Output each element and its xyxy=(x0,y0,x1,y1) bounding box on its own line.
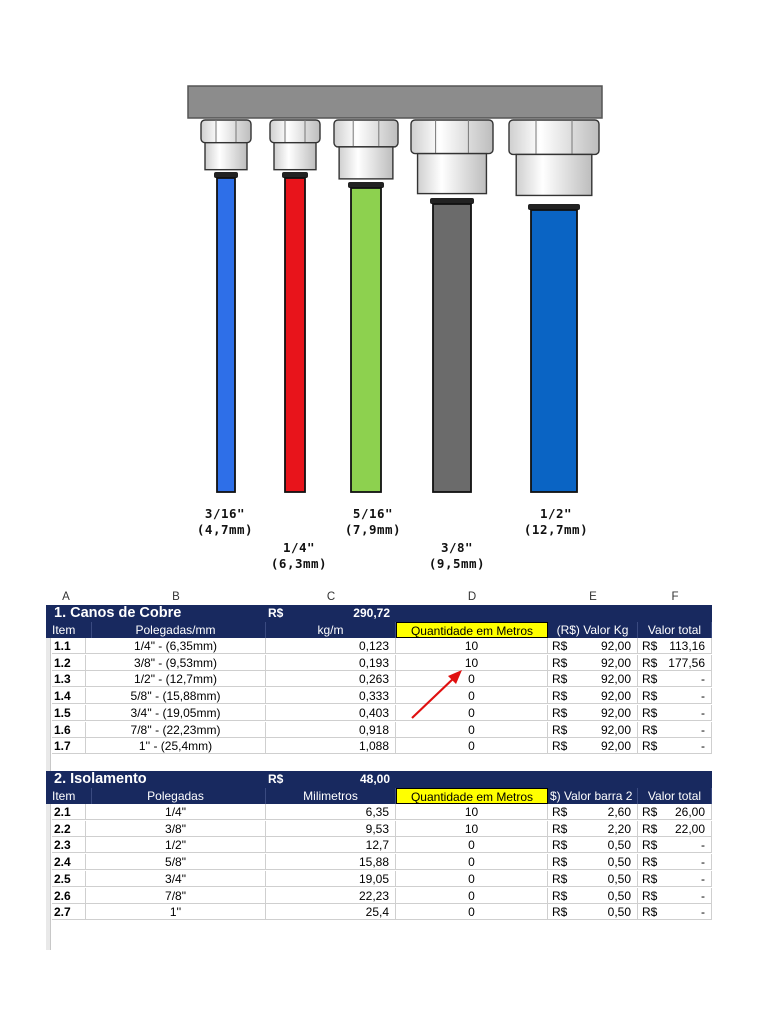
currency-symbol: R$ xyxy=(552,689,568,704)
amount: 92,00 xyxy=(600,672,631,687)
cell-item[interactable]: 1.1 xyxy=(52,638,86,654)
amount: 113,16 xyxy=(669,639,705,653)
section1-title[interactable]: 1. Canos de Cobre xyxy=(54,605,182,621)
header-item[interactable]: Item xyxy=(52,788,92,804)
cell-quantity[interactable]: 0 xyxy=(396,705,548,721)
amount: 177,56 xyxy=(668,655,705,670)
cell-mm[interactable]: 25,4 xyxy=(266,904,396,920)
manifold-bar xyxy=(188,86,602,118)
currency-symbol: R$ xyxy=(552,838,568,853)
currency-symbol: R$ xyxy=(552,639,568,653)
cell-size[interactable]: 5/8" xyxy=(86,854,266,870)
cell-quantity[interactable]: 0 xyxy=(396,671,548,687)
currency-symbol: R$ xyxy=(552,739,568,754)
pipe-mm: (7,9mm) xyxy=(344,522,402,537)
cell-price[interactable] xyxy=(548,688,638,704)
cell-quantity[interactable]: 0 xyxy=(396,888,548,904)
pipe-label-1-2 xyxy=(508,506,604,538)
cell-item[interactable]: 1.3 xyxy=(52,671,86,687)
cell-total[interactable] xyxy=(638,705,712,721)
cell-total[interactable] xyxy=(638,804,712,820)
amount: - xyxy=(701,888,705,903)
column-header-a[interactable]: A xyxy=(62,591,70,603)
cell-total[interactable] xyxy=(638,854,712,870)
amount: - xyxy=(701,871,705,886)
cell-item[interactable]: 2.5 xyxy=(52,871,86,887)
amount: - xyxy=(701,722,705,737)
header-total[interactable]: Valor total xyxy=(638,788,712,804)
cell-price[interactable] xyxy=(548,722,638,738)
amount: 0,50 xyxy=(607,871,631,886)
cell-price[interactable] xyxy=(548,655,638,671)
fitting-nut xyxy=(270,120,320,143)
currency-symbol: R$ xyxy=(642,689,658,704)
cell-mm[interactable]: 9,53 xyxy=(266,821,396,837)
cell-size[interactable]: 1/2" xyxy=(86,837,266,853)
currency-symbol: R$ xyxy=(642,805,658,819)
header-mm[interactable]: Milimetros xyxy=(266,788,396,804)
cell-quantity[interactable]: 10 xyxy=(396,804,548,820)
cell-mm[interactable]: 19,05 xyxy=(266,871,396,887)
fitting-collar xyxy=(418,154,487,194)
pipe-tube-3 xyxy=(351,188,381,492)
cell-total[interactable] xyxy=(638,671,712,687)
table-row xyxy=(46,837,712,853)
header-quantity[interactable]: Quantidade em Metros xyxy=(396,622,548,638)
table-row xyxy=(46,904,712,920)
cell-item[interactable]: 2.7 xyxy=(52,904,86,920)
currency-symbol: R$ xyxy=(552,672,568,687)
fitting-collar xyxy=(274,143,316,170)
fitting-2 xyxy=(270,120,320,178)
pipe-inch: 1/2" xyxy=(539,506,573,521)
cell-quantity[interactable]: 0 xyxy=(396,722,548,738)
currency-symbol: R$ xyxy=(642,655,658,670)
currency-symbol: R$ xyxy=(552,855,568,870)
column-header-f[interactable]: F xyxy=(671,591,679,603)
pipe-tube-4 xyxy=(433,204,471,492)
currency-symbol: R$ xyxy=(642,739,658,754)
header-quantity[interactable]: Quantidade em Metros xyxy=(396,788,548,804)
pipe-mm: (4,7mm) xyxy=(196,522,254,537)
amount: - xyxy=(701,689,705,704)
fitting-collar xyxy=(339,147,393,179)
cell-mm[interactable]: 6,35 xyxy=(266,804,396,820)
section1-currency[interactable]: R$ xyxy=(268,606,284,620)
pipe-tube-5 xyxy=(531,210,577,492)
table-row xyxy=(46,871,712,887)
section2-header-row xyxy=(46,788,712,804)
currency-symbol: R$ xyxy=(552,905,568,920)
amount: - xyxy=(701,705,705,720)
cell-size[interactable]: 1/2" - (12,7mm) xyxy=(86,671,266,687)
cell-size[interactable]: 5/8'' - (15,88mm) xyxy=(86,688,266,704)
cell-size[interactable]: 3/4'' - (19,05mm) xyxy=(86,705,266,721)
currency-symbol: R$ xyxy=(642,672,658,687)
header-total[interactable]: Valor total xyxy=(638,622,712,638)
cell-quantity[interactable]: 0 xyxy=(396,688,548,704)
currency-symbol: R$ xyxy=(552,722,568,737)
pipe-label-3-8 xyxy=(418,540,496,572)
cell-kgm[interactable]: 0,123 xyxy=(266,638,396,654)
currency-symbol: R$ xyxy=(642,838,658,853)
amount: 0,50 xyxy=(607,838,631,853)
cell-mm[interactable]: 12,7 xyxy=(266,837,396,853)
pipe-label-5-16 xyxy=(334,506,412,538)
cell-kgm[interactable]: 0,918 xyxy=(266,722,396,738)
section1-title-row xyxy=(46,605,712,622)
column-header-b[interactable]: B xyxy=(172,591,180,603)
cell-price[interactable] xyxy=(548,871,638,887)
column-header-e[interactable]: E xyxy=(589,591,597,603)
amount: - xyxy=(701,905,705,920)
amount: 0,50 xyxy=(607,888,631,903)
cell-quantity[interactable]: 0 xyxy=(396,854,548,870)
section2-title[interactable]: 2. Isolamento xyxy=(54,771,147,787)
section2-title-row xyxy=(46,771,712,788)
fitting-1 xyxy=(201,120,251,178)
amount: 0,50 xyxy=(607,905,631,920)
section2-total[interactable]: 48,00 xyxy=(359,772,390,786)
cell-total[interactable] xyxy=(638,722,712,738)
table-row xyxy=(46,888,712,904)
cell-quantity[interactable]: 0 xyxy=(396,871,548,887)
cell-price[interactable] xyxy=(548,738,638,754)
table-row xyxy=(46,722,712,738)
header-price[interactable]: (R$) Valor Kg xyxy=(548,622,638,638)
pipe-label-3-16 xyxy=(186,506,264,538)
cell-item[interactable]: 2.6 xyxy=(52,888,86,904)
cell-size[interactable]: 3/8" - (9,53mm) xyxy=(86,655,266,671)
table-row xyxy=(46,804,712,820)
pipe-inch: 5/16" xyxy=(352,506,394,521)
cell-size[interactable]: 7/8" xyxy=(86,888,266,904)
section1-total[interactable]: 290,72 xyxy=(353,606,390,620)
cell-kgm[interactable]: 0,263 xyxy=(266,671,396,687)
section1-header-row xyxy=(46,622,712,638)
cell-size[interactable]: 3/4" xyxy=(86,871,266,887)
fitting-nut xyxy=(411,120,493,154)
amount: 92,00 xyxy=(600,739,631,754)
cell-mm[interactable]: 15,88 xyxy=(266,854,396,870)
table-row xyxy=(46,821,712,837)
cell-kgm[interactable]: 1,088 xyxy=(266,738,396,754)
cell-total[interactable] xyxy=(638,688,712,704)
amount: - xyxy=(701,739,705,754)
currency-symbol: R$ xyxy=(552,805,568,819)
cell-size[interactable]: 1/4" - (6,35mm) xyxy=(86,638,266,654)
cell-size[interactable]: 1/4" xyxy=(86,804,266,820)
cell-quantity[interactable]: 10 xyxy=(396,655,548,671)
cell-item[interactable]: 1.7 xyxy=(52,738,86,754)
cell-price[interactable] xyxy=(548,888,638,904)
cell-kgm[interactable]: 0,403 xyxy=(266,705,396,721)
currency-symbol: R$ xyxy=(642,705,658,720)
pipe-mm: (6,3mm) xyxy=(270,556,328,571)
header-item[interactable]: Item xyxy=(52,622,92,638)
cell-price[interactable] xyxy=(548,854,638,870)
pipe-mm: (9,5mm) xyxy=(428,556,486,571)
table-row xyxy=(46,655,712,671)
table-row xyxy=(46,854,712,870)
cell-total[interactable] xyxy=(638,837,712,853)
currency-symbol: R$ xyxy=(642,639,658,653)
cell-price[interactable] xyxy=(548,705,638,721)
table-row xyxy=(46,738,712,754)
cell-mm[interactable]: 22,23 xyxy=(266,888,396,904)
cell-total[interactable] xyxy=(638,904,712,920)
pipe-inch: 1/4" xyxy=(282,540,316,555)
cell-quantity[interactable]: 10 xyxy=(396,638,548,654)
amount: 92,00 xyxy=(600,705,631,720)
cell-size[interactable]: 1'' xyxy=(86,904,266,920)
cell-price[interactable] xyxy=(548,821,638,837)
table-row xyxy=(46,688,712,704)
cell-size[interactable]: 3/8" xyxy=(86,821,266,837)
cell-price[interactable] xyxy=(548,904,638,920)
currency-symbol: R$ xyxy=(642,722,658,737)
cell-price[interactable] xyxy=(548,638,638,654)
header-kgm[interactable]: kg/m xyxy=(266,622,396,638)
currency-symbol: R$ xyxy=(642,855,658,870)
fitting-3 xyxy=(334,120,398,188)
cell-item[interactable]: 1.5 xyxy=(52,705,86,721)
fitting-collar xyxy=(516,154,592,195)
cell-item[interactable]: 1.2 xyxy=(52,655,86,671)
pipe-inch: 3/8" xyxy=(440,540,474,555)
cell-total[interactable] xyxy=(638,871,712,887)
header-size[interactable]: Polegadas/mm xyxy=(86,622,266,638)
pipe-label-1-4 xyxy=(260,540,338,572)
cell-size[interactable]: 7/8'' - (22,23mm) xyxy=(86,722,266,738)
currency-symbol: R$ xyxy=(642,888,658,903)
fitting-collar xyxy=(205,143,247,170)
cell-total[interactable] xyxy=(638,888,712,904)
arrow-shaft xyxy=(412,676,456,718)
amount: - xyxy=(701,838,705,853)
cell-price[interactable] xyxy=(548,837,638,853)
amount: 92,00 xyxy=(600,722,631,737)
section2-currency[interactable]: R$ xyxy=(268,772,284,786)
amount: - xyxy=(701,855,705,870)
cell-item[interactable]: 1.4 xyxy=(52,688,86,704)
currency-symbol: R$ xyxy=(642,905,658,920)
amount: 22,00 xyxy=(674,821,705,836)
pipe-inch: 3/16" xyxy=(204,506,246,521)
cell-quantity[interactable]: 0 xyxy=(396,837,548,853)
amount: 26,00 xyxy=(674,805,705,819)
cell-item[interactable]: 2.3 xyxy=(52,837,86,853)
currency-symbol: R$ xyxy=(642,821,658,836)
currency-symbol: R$ xyxy=(552,655,568,670)
amount: 2,20 xyxy=(607,821,631,836)
pipe-tube-1 xyxy=(217,178,235,492)
cell-quantity[interactable]: 0 xyxy=(396,904,548,920)
pipe-mm: (12,7mm) xyxy=(523,522,589,537)
fitting-4 xyxy=(411,120,493,204)
cell-total[interactable] xyxy=(638,638,712,654)
cell-quantity[interactable]: 0 xyxy=(396,738,548,754)
currency-symbol: R$ xyxy=(552,821,568,836)
annotation-arrow xyxy=(396,660,476,730)
cell-total[interactable] xyxy=(638,738,712,754)
amount: 0,50 xyxy=(607,855,631,870)
cell-quantity[interactable]: 10 xyxy=(396,821,548,837)
fitting-nut xyxy=(201,120,251,143)
cell-item[interactable]: 2.1 xyxy=(52,804,86,820)
column-header-row xyxy=(46,590,712,606)
amount: 92,00 xyxy=(600,689,631,704)
amount: 2,60 xyxy=(607,805,631,819)
cell-kgm[interactable]: 0,193 xyxy=(266,655,396,671)
header-size[interactable]: Polegadas xyxy=(86,788,266,804)
currency-symbol: R$ xyxy=(552,705,568,720)
fitting-nut xyxy=(509,120,599,154)
column-header-c[interactable]: C xyxy=(326,591,336,603)
currency-symbol: R$ xyxy=(552,888,568,903)
cell-total[interactable] xyxy=(638,655,712,671)
currency-symbol: R$ xyxy=(642,871,658,886)
cell-price[interactable] xyxy=(548,804,638,820)
amount: - xyxy=(701,672,705,687)
table-row xyxy=(46,638,712,654)
cell-size[interactable]: 1'' - (25,4mm) xyxy=(86,738,266,754)
fitting-nut xyxy=(334,120,398,147)
header-price[interactable]: $) Valor barra 2 xyxy=(548,788,638,804)
cell-kgm[interactable]: 0,333 xyxy=(266,688,396,704)
table-row xyxy=(46,671,712,687)
amount: 92,00 xyxy=(600,639,631,653)
column-header-d[interactable]: D xyxy=(467,591,477,603)
pipe-tube-2 xyxy=(285,178,305,492)
cell-item[interactable]: 2.2 xyxy=(52,821,86,837)
amount: 92,00 xyxy=(600,655,631,670)
fitting-5 xyxy=(509,120,599,210)
table-row xyxy=(46,705,712,721)
cell-price[interactable] xyxy=(548,671,638,687)
cell-item[interactable]: 2.4 xyxy=(52,854,86,870)
cell-total[interactable] xyxy=(638,821,712,837)
cell-item[interactable]: 1.6 xyxy=(52,722,86,738)
currency-symbol: R$ xyxy=(552,871,568,886)
